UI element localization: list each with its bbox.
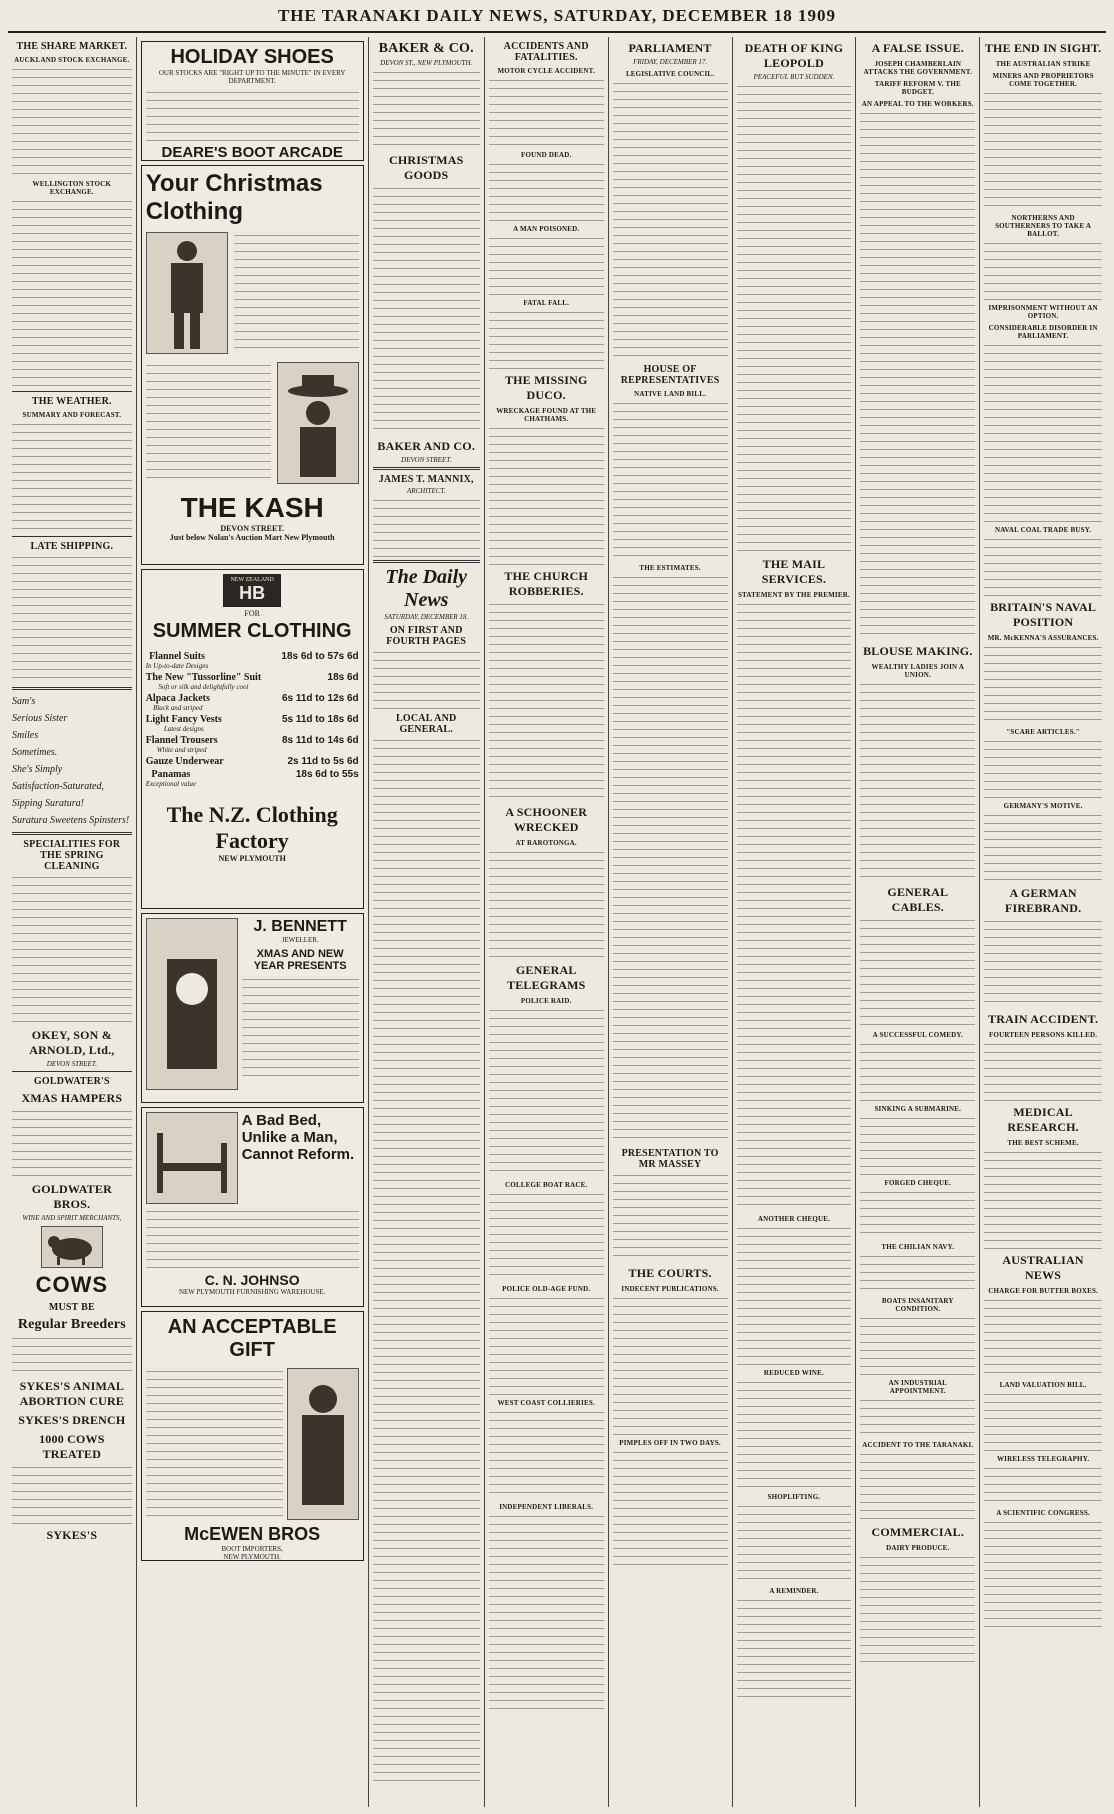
daily-news-date: SATURDAY, DECEMBER 18. xyxy=(384,613,469,621)
sykes-cure-heading: SYKES'S ANIMAL ABORTION CURE xyxy=(19,1379,125,1408)
okey-sub: DEVON STREET. xyxy=(46,1060,97,1068)
list-item: Suratura Sweetens Spinsters! xyxy=(12,815,130,826)
list-item: Sam's xyxy=(12,696,36,707)
price-list xyxy=(146,651,359,788)
specialities-heading: SPECIALITIES FOR THE SPRING CLEANING xyxy=(23,839,121,872)
kash-ad xyxy=(141,165,364,565)
auckland-heading: AUCKLAND STOCK EXCHANGE. xyxy=(14,56,130,64)
christmas-title: Your Christmas xyxy=(145,170,323,197)
comedy-heading: A SUCCESSFUL COMEDY. xyxy=(872,1031,963,1039)
dairy-heading: DAIRY PRODUCE. xyxy=(886,1544,950,1552)
text-block xyxy=(984,1391,1102,1451)
text-block xyxy=(12,198,132,388)
text-block xyxy=(146,362,271,482)
text-block xyxy=(860,1451,975,1521)
list-item: Sometimes. xyxy=(12,747,58,758)
native-heading: NATIVE LAND BILL. xyxy=(634,390,707,398)
clothing-title: Clothing xyxy=(145,198,243,225)
text-block xyxy=(146,1208,359,1268)
bed-icon xyxy=(147,1113,237,1203)
text-block xyxy=(489,1191,604,1281)
text-block xyxy=(860,1041,975,1101)
man-figure-icon xyxy=(147,233,227,353)
text-block xyxy=(860,917,975,1027)
text-block xyxy=(489,309,604,369)
text-block xyxy=(12,1108,132,1178)
wireless-heading: WIRELESS TELEGRAPHY. xyxy=(996,1455,1090,1463)
text-block xyxy=(489,1295,604,1395)
late-shipping-heading: LATE SHIPPING. xyxy=(30,541,114,552)
text-block xyxy=(373,649,480,709)
deare-title: DEARE'S BOOT ARCADE xyxy=(161,144,343,161)
text-block xyxy=(860,681,975,881)
regular-breeders-heading: Regular Breeders xyxy=(17,1317,126,1332)
chamberlain-heading: JOSEPH CHAMBERLAIN ATTACKS THE GOVERNMENT. xyxy=(863,60,973,76)
baker-and-co-sub: DEVON STREET. xyxy=(401,456,452,464)
clock-illustration xyxy=(146,918,238,1090)
cow-illustration xyxy=(41,1226,103,1268)
insanitary-heading: BOATS INSANITARY CONDITION. xyxy=(881,1297,954,1313)
appointment-heading: AN INDUSTRIAL APPOINTMENT. xyxy=(888,1379,948,1395)
text-block xyxy=(489,601,604,801)
text-block xyxy=(373,497,480,557)
text-block xyxy=(984,536,1102,596)
baker-sub: DEVON ST., NEW PLYMOUTH. xyxy=(380,59,473,67)
mcewen-city: NEW PLYMOUTH. xyxy=(223,1553,281,1561)
cheque-heading: FORGED CHEQUE. xyxy=(884,1179,952,1187)
text-block xyxy=(984,1297,1102,1377)
text-block xyxy=(12,874,132,1024)
first-fourth-heading: ON FIRST AND FOURTH PAGES xyxy=(386,625,467,647)
massey-heading: PRESENTATION TO MR MASSEY xyxy=(621,1148,719,1170)
text-block xyxy=(984,90,1102,210)
price-row: Alpaca Jackets Black and striped 6s 11d to 12s 6d xyxy=(145,693,359,712)
list-item: She's Simply xyxy=(12,764,63,775)
sykes-drench-heading: SYKES'S DRENCH xyxy=(18,1413,126,1427)
death-heading: DEATH OF KING LEOPOLD xyxy=(744,41,844,70)
false-issue-heading: A FALSE ISSUE. xyxy=(871,41,964,55)
daily-news-logo: The Daily News xyxy=(385,566,468,611)
poisoned-heading: A MAN POISONED. xyxy=(513,225,580,233)
text-block xyxy=(860,1315,975,1375)
price-row: Light Fancy Vests Latest designs 5s 11d to 18s 6d xyxy=(145,714,359,733)
goldwater-bros-heading: GOLDWATER BROS. xyxy=(31,1182,112,1211)
sykes-footer: SYKES'S xyxy=(46,1528,98,1542)
cows-treated-heading: 1000 COWS TREATED xyxy=(39,1432,105,1461)
weather-heading: THE WEATHER. xyxy=(31,396,112,407)
text-block xyxy=(860,1189,975,1239)
local-general-heading: LOCAL AND GENERAL. xyxy=(396,713,457,735)
text-block xyxy=(737,1597,852,1697)
list-item: Satisfaction-Saturated, xyxy=(12,781,104,792)
text-block xyxy=(737,1503,852,1583)
commercial-heading: COMMERCIAL. xyxy=(871,1525,965,1539)
text-block xyxy=(737,83,852,553)
cow-icon xyxy=(42,1227,102,1267)
text-block xyxy=(984,1041,1102,1101)
found-dead-heading: FOUND DEAD. xyxy=(521,151,572,159)
text-block xyxy=(613,1449,728,1569)
scientific-heading: A SCIENTIFIC CONGRESS. xyxy=(996,1509,1090,1517)
holiday-shoes-sub: OUR STOCKS ARE "RIGHT UP TO THE MINUTE" IN EVERY DEPARTMENT. xyxy=(158,69,346,85)
text-block xyxy=(984,738,1102,798)
forecast-heading: SUMMARY AND FORECAST. xyxy=(22,411,122,419)
reminder-heading: A REMINDER. xyxy=(769,1587,819,1595)
fourteen-heading: FOURTEEN PERSONS KILLED. xyxy=(989,1031,1098,1039)
appeal-heading: AN APPEAL TO THE WORKERS. xyxy=(861,100,974,108)
text-block xyxy=(234,232,359,352)
firebrand-heading: A GERMAN FIREBRAND. xyxy=(1004,886,1082,915)
wellington-heading: WELLINGTON STOCK EXCHANGE. xyxy=(32,180,112,196)
text-block xyxy=(984,644,1102,724)
end-in-sight-heading: THE END IN SIGHT. xyxy=(984,41,1102,55)
indecent-heading: INDECENT PUBLICATIONS. xyxy=(621,1285,719,1293)
text-block xyxy=(12,554,132,684)
nz-clothing-ad: NEW ZEALAND HB FOR SUMMER CLOTHING Flannel Suits In Up-to-date Designs 18s 6d to 57s 6d The New "Tussorline" Suit Soft or silk and delightfully cool 18s 6d Alpaca Jackets Black and striped 6s 11d to 12s 6d Light Fancy Vests Latest designs 5s 11d to 18s 6d Flannel Trousers White and striped 8s 11d to 14s 6d Gauze Underwear 2s 11d to 5s 6d Panamas Exceptional value 18s 6d to 55s The N.Z. Clothing Factory NEW PLYMOUTH xyxy=(141,569,364,909)
church-heading: THE CHURCH ROBBERIES. xyxy=(504,569,589,598)
suit-illustration xyxy=(146,232,228,354)
xmas-presents-title: XMAS AND NEW YEAR PRESENTS xyxy=(253,948,347,972)
text-block xyxy=(860,1115,975,1175)
text-block xyxy=(489,161,604,221)
column-2 xyxy=(137,37,369,1807)
text-block xyxy=(489,425,604,565)
share-market-heading: THE SHARE MARKET. xyxy=(16,41,128,52)
column-7 xyxy=(856,37,980,1807)
australian-news-heading: AUSTRALIAN NEWS xyxy=(1002,1253,1084,1282)
text-block xyxy=(984,918,1102,1008)
medical-heading: MEDICAL RESEARCH. xyxy=(1007,1105,1079,1134)
suratura-list xyxy=(12,696,132,826)
text-block xyxy=(12,1335,132,1375)
masthead: THE TARANAKI DAILY NEWS, SATURDAY, DECEMBER 18 1909 xyxy=(8,6,1106,33)
accidents-heading: ACCIDENTS AND FATALITIES. xyxy=(503,41,589,63)
britain-naval-heading: BRITAIN'S NAVAL POSITION xyxy=(990,600,1097,629)
kash-sub: DEVON STREET. xyxy=(220,524,285,533)
scare-heading: "SCARE ARTICLES." xyxy=(1006,728,1080,736)
column-5 xyxy=(609,37,733,1807)
text-block xyxy=(613,80,728,360)
police-fund-heading: POLICE OLD-AGE FUND. xyxy=(502,1285,591,1293)
text-block xyxy=(489,1409,604,1499)
text-block xyxy=(860,1397,975,1437)
pimples-heading: PIMPLES OFF IN TWO DAYS. xyxy=(619,1439,721,1447)
text-block xyxy=(489,77,604,147)
strike-sub: THE AUSTRALIAN STRIKE xyxy=(995,60,1091,68)
best-scheme-heading: THE BEST SCHEME. xyxy=(1007,1139,1079,1147)
text-block xyxy=(737,601,852,1211)
text-block xyxy=(613,1172,728,1262)
reduced-wine-heading: REDUCED WINE. xyxy=(763,1369,824,1377)
mail-heading: THE MAIL SERVICES. xyxy=(761,557,827,586)
police-raid-heading: POLICE RAID. xyxy=(520,997,572,1005)
courts-heading: THE COURTS. xyxy=(628,1266,712,1280)
text-block xyxy=(613,1295,728,1435)
goldwater-heading: GOLDWATER'S xyxy=(33,1076,110,1087)
mannix-heading: JAMES T. MANNIX, xyxy=(378,474,474,485)
holiday-shoes-title: HOLIDAY SHOES xyxy=(170,46,334,68)
taranaki-heading: ACCIDENT TO THE TARANAKI. xyxy=(862,1441,974,1449)
naval-coal-heading: NAVAL COAL TRADE BUSY. xyxy=(994,526,1092,534)
price-row: The New "Tussorline" Suit Soft or silk and delightfully cool 18s 6d xyxy=(145,672,359,691)
columns xyxy=(8,37,1106,1807)
valuation-heading: LAND VALUATION BILL. xyxy=(999,1381,1087,1389)
motive-heading: GERMANY'S MOTIVE. xyxy=(1003,802,1083,810)
text-block xyxy=(373,737,480,1787)
gift-title: AN ACCEPTABLE GIFT xyxy=(167,1316,337,1361)
text-block xyxy=(242,976,359,1076)
santa-illustration xyxy=(287,1368,359,1520)
northern-heading: NORTHERNS AND SOUTHERNERS TO TAKE A BALLOT. xyxy=(995,214,1092,238)
list-item: Serious Sister xyxy=(12,713,68,724)
text-block xyxy=(489,235,604,295)
wealthy-heading: WEALTHY LADIES JOIN A UNION. xyxy=(871,663,965,679)
text-block xyxy=(373,185,480,435)
johnson-title: C. N. JOHNSO xyxy=(204,1272,300,1288)
mannix-sub: ARCHITECT. xyxy=(406,487,446,495)
navy-heading: THE CHILIAN NAVY. xyxy=(881,1243,955,1251)
price-row: Gauze Underwear 2s 11d to 5s 6d xyxy=(145,756,359,767)
kash-title: THE KASH xyxy=(180,492,324,523)
mcewen-ad xyxy=(141,1311,364,1561)
shoplifting-heading: SHOPLIFTING. xyxy=(767,1493,821,1501)
nz-factory-sub: NEW PLYMOUTH xyxy=(218,854,286,863)
column-1 xyxy=(8,37,137,1807)
bad-bed-title: A Bad Bed, Unlike a Man, Cannot Reform. xyxy=(241,1112,355,1163)
baker-and-co-heading: BAKER AND CO. xyxy=(377,439,476,453)
bed-ad xyxy=(141,1107,364,1307)
list-item: Smiles xyxy=(12,730,39,741)
west-coast-heading: WEST COAST COLLIERIES. xyxy=(497,1399,595,1407)
text-block xyxy=(12,421,132,533)
missing-heading: THE MISSING DUCO. xyxy=(504,373,588,402)
blouse-heading: BLOUSE MAKING. xyxy=(863,644,973,658)
text-block xyxy=(984,1465,1102,1505)
raro-heading: AT RAROTONGA. xyxy=(515,839,577,847)
college-heading: COLLEGE BOAT RACE. xyxy=(504,1181,588,1189)
nz-badge-label: NEW ZEALAND xyxy=(230,577,274,583)
disorder-heading: CONSIDERABLE DISORDER IN PARLIAMENT. xyxy=(988,324,1098,340)
santa-icon xyxy=(288,1369,358,1519)
general-telegrams-heading: GENERAL TELEGRAMS xyxy=(506,963,586,992)
christmas-goods-heading: CHRISTMAS GOODS xyxy=(388,153,464,182)
schooner-heading: A SCHOONER WRECKED xyxy=(505,805,588,834)
council-heading: LEGISLATIVE COUNCIL. xyxy=(625,70,715,78)
text-block xyxy=(489,849,604,959)
text-block xyxy=(489,1513,604,1713)
text-block xyxy=(860,1554,975,1664)
another-cheque-heading: ANOTHER CHEQUE. xyxy=(757,1215,831,1223)
text-block xyxy=(984,1149,1102,1249)
text-block xyxy=(489,1007,604,1177)
okey-heading: OKEY, SON & ARNOLD, Ltd., xyxy=(29,1028,115,1057)
text-block xyxy=(984,812,1102,882)
miners-heading: MINERS AND PROPRIETORS COME TOGETHER. xyxy=(992,72,1094,88)
text-block xyxy=(860,1253,975,1293)
bennett-ad xyxy=(141,913,364,1103)
parliament-date: FRIDAY, DECEMBER 17. xyxy=(633,58,708,66)
must-be-heading: MUST BE xyxy=(48,1302,95,1313)
submarine-heading: SINKING A SUBMARINE. xyxy=(874,1105,962,1113)
column-6 xyxy=(733,37,857,1807)
fatal-heading: FATAL FALL. xyxy=(523,299,570,307)
kash-footer: Just below Nolan's Auction Mart New Plymouth xyxy=(169,533,335,542)
baker-heading: BAKER & CO. xyxy=(378,41,474,56)
clock-icon xyxy=(147,919,237,1089)
column-3 xyxy=(369,37,485,1807)
mail-sub: STATEMENT BY THE PREMIER. xyxy=(737,591,850,599)
xmas-hampers-heading: XMAS HAMPERS xyxy=(21,1091,123,1105)
summer-title: SUMMER CLOTHING xyxy=(152,620,352,642)
nz-factory-title: The N.Z. Clothing Factory xyxy=(166,802,338,853)
bennett-sub: JEWELLER. xyxy=(281,936,319,944)
bed-illustration xyxy=(146,1112,238,1204)
general-cables-heading: GENERAL CABLES. xyxy=(887,885,949,914)
boater-hat-illustration xyxy=(277,362,359,484)
text-block xyxy=(613,400,728,560)
wreckage-heading: WRECKAGE FOUND AT THE CHATHAMS. xyxy=(496,407,597,423)
train-heading: TRAIN ACCIDENT. xyxy=(988,1012,1099,1026)
text-block xyxy=(146,89,359,141)
text-block xyxy=(737,1379,852,1489)
text-block xyxy=(613,574,728,1144)
death-sub: PEACEFUL BUT SUDDEN. xyxy=(753,73,835,81)
list-item: Sipping Suratura! xyxy=(12,798,84,809)
independent-heading: INDEPENDENT LIBERALS. xyxy=(499,1503,594,1511)
mcewen-sub: BOOT IMPORTERS, xyxy=(221,1545,283,1553)
text-block xyxy=(146,1368,283,1518)
text-block xyxy=(984,1519,1102,1629)
holiday-shoes-ad xyxy=(141,41,364,161)
estimates-heading: THE ESTIMATES. xyxy=(639,564,701,572)
parliament-heading: PARLIAMENT xyxy=(628,41,712,55)
text-block xyxy=(984,240,1102,300)
bennett-title: J. BENNETT xyxy=(253,918,347,935)
text-block xyxy=(737,1225,852,1365)
mckenna-heading: MR. McKENNA'S ASSURANCES. xyxy=(987,634,1099,642)
text-block xyxy=(984,342,1102,522)
mcewen-title: McEWEN BROS xyxy=(184,1524,321,1544)
cows-heading: COWS xyxy=(35,1272,109,1297)
tariff-heading: TARIFF REFORM V. THE BUDGET. xyxy=(874,80,961,96)
hb-logo: HB xyxy=(239,583,266,603)
price-row: Flannel Suits In Up-to-date Designs 18s 6d to 57s 6d xyxy=(145,651,359,670)
text-block xyxy=(12,1464,132,1524)
johnson-sub: NEW PLYMOUTH FURNISHING WAREHOUSE. xyxy=(178,1288,326,1296)
wine-sub: WINE AND SPIRIT MERCHANTS, xyxy=(22,1214,122,1222)
text-block xyxy=(373,69,480,149)
house-heading: HOUSE OF REPRESENTATIVES xyxy=(620,364,720,386)
column-8 xyxy=(980,37,1106,1807)
price-row: Flannel Trousers White and striped 8s 11d to 14s 6d xyxy=(145,735,359,754)
price-row: Panamas Exceptional value 18s 6d to 55s xyxy=(145,769,359,788)
text-block xyxy=(12,66,132,176)
hat-icon xyxy=(278,363,358,483)
imprisonment-heading: IMPRISONMENT WITHOUT AN OPTION. xyxy=(988,304,1098,320)
motor-heading: MOTOR CYCLE ACCIDENT. xyxy=(497,67,595,75)
text-block xyxy=(860,110,975,640)
column-4 xyxy=(485,37,609,1807)
butter-heading: CHARGE FOR BUTTER BOXES. xyxy=(988,1287,1099,1295)
